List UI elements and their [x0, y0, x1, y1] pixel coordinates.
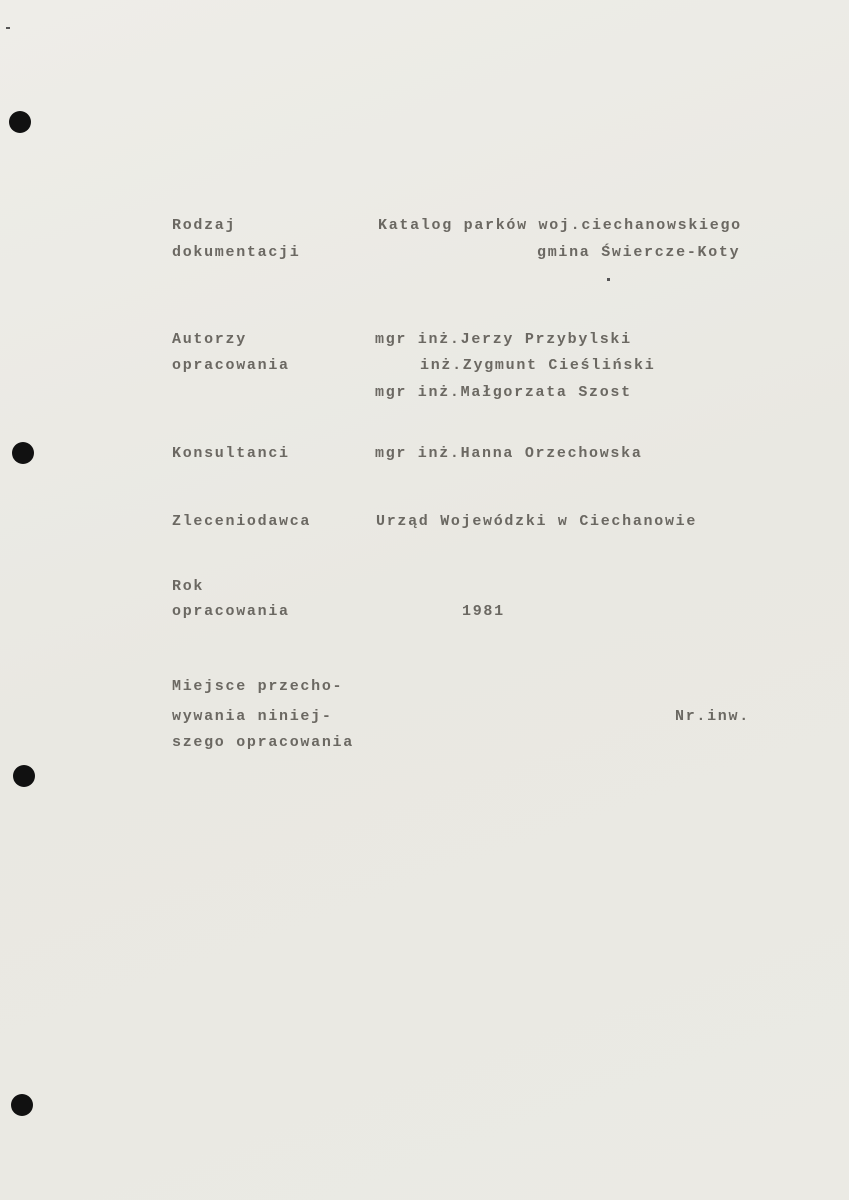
value-commissioner: Urząd Wojewódzki w Ciechanowie — [376, 513, 698, 530]
label-authors: opracowania — [172, 357, 290, 374]
label-storage-location: szego opracowania — [172, 734, 354, 751]
label-year: Rok — [172, 578, 205, 595]
punch-hole — [9, 111, 31, 133]
paper-mark — [607, 278, 610, 281]
paper-mark — [6, 27, 10, 29]
label-storage-location: Miejsce przecho- — [172, 678, 344, 695]
value-author: inż.Zygmunt Cieśliński — [420, 357, 656, 374]
value-consultant: mgr inż.Hanna Orzechowska — [375, 445, 643, 462]
label-commissioner: Zleceniodawca — [172, 513, 312, 530]
value-inventory-number: Nr.inw. — [675, 708, 750, 725]
label-document-type: dokumentacji — [172, 244, 301, 261]
punch-hole — [11, 1094, 33, 1116]
label-document-type: Rodzaj — [172, 217, 237, 234]
value-author: mgr inż.Małgorzata Szost — [375, 384, 632, 401]
value-document-subtitle: gmina Świercze-Koty — [537, 244, 741, 261]
label-storage-location: wywania niniej- — [172, 708, 333, 725]
value-document-title: Katalog parków woj.ciechanowskiego — [378, 217, 742, 234]
value-author: mgr inż.Jerzy Przybylski — [375, 331, 632, 348]
punch-hole — [13, 765, 35, 787]
punch-hole — [12, 442, 34, 464]
label-consultants: Konsultanci — [172, 445, 290, 462]
value-year: 1981 — [462, 603, 505, 620]
label-authors: Autorzy — [172, 331, 247, 348]
label-year: opracowania — [172, 603, 290, 620]
